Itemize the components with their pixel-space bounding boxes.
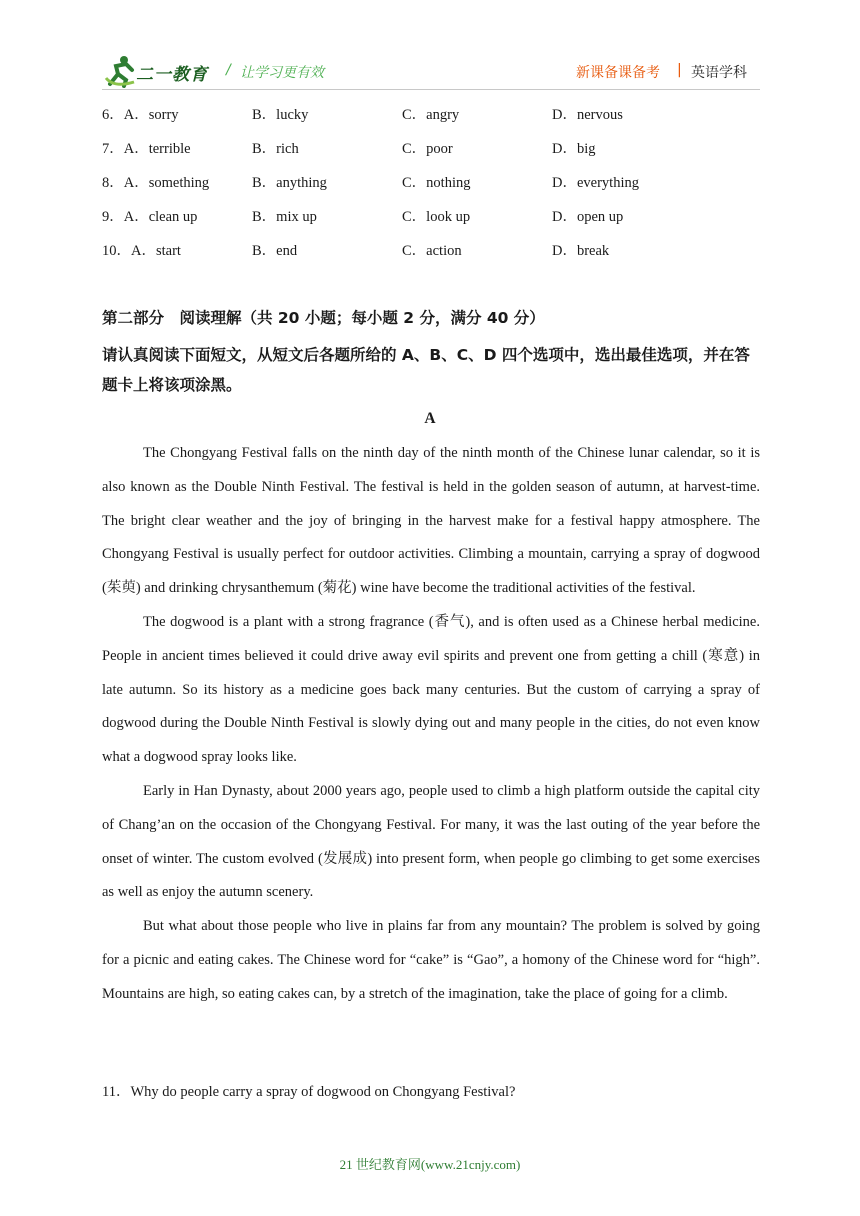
option-b: B．anything <box>252 175 327 191</box>
passage-paragraph: But what about those people who live in plains far from any mountain? The problem is solved by going for a picnic and eating cakes. The Chinese word for “cake” is “Gao”, a homony of the Chinese word for “high”. Mountains are high, so eating cakes can, by a stretch of the imagination, take the place of going for a climb. <box>102 918 760 1002</box>
header-subject: 英语学科 <box>691 65 747 81</box>
logo-text: 二一教育 <box>136 65 208 85</box>
passage-letter: A <box>424 410 436 427</box>
option-b: B．mix up <box>252 209 317 225</box>
option-d: D．big <box>552 141 596 157</box>
passage-paragraph: Early in Han Dynasty, about 2000 years ago, people used to climb a high platform outside the capital city of Chang’an on the occasion of the Chongyang Festival. For many, it was the last outing of the year before the onset of winter. The custom evolved (发展成) into present form, when people go climbing to get some exercises as well as enjoy the autumn scenery. <box>102 782 760 901</box>
section-title: 第二部分 阅读理解（共 20 小题；每小题 2 分，满分 40 分） <box>102 309 545 327</box>
answer-options <box>102 103 762 273</box>
option-row <box>102 239 762 273</box>
header-rule <box>102 89 760 90</box>
option-d: D．nervous <box>552 107 623 123</box>
option-row <box>102 171 762 205</box>
passage-paragraph: The Chongyang Festival falls on the ninth day of the ninth month of the Chinese lunar calendar, so it is also known as the Double Ninth Festival. The festival is held in the golden season of autumn, at harvest-time. The bright clear weather and the joy of bringing in the harvest make for a festival happy atmosphere. The Chongyang Festival is usually perfect for outdoor activities. Climbing a mountain, carrying a spray of dogwood (茱萸) and drinking chrysanthemum (菊花) wine have become the traditional activities of the festival. <box>102 445 760 597</box>
option-row <box>102 103 762 137</box>
question-11: 11．Why do people carry a spray of dogwood on Chongyang Festival? <box>102 1084 516 1100</box>
option-row <box>102 205 762 239</box>
page-header <box>0 0 860 100</box>
passage-paragraph: The dogwood is a plant with a strong fragrance (香气), and is often used as a Chinese herbal medicine. People in ancient times believed it could drive away evil spirits and prevent one from getting a chill (寒意) in late autumn. So its history as a medicine goes back many centuries. But the custom of carrying a spray of dogwood during the Double Ninth Festival is slowly dying out and many people in the cities, do not even know what a dogwood spray looks like. <box>102 613 760 766</box>
option-a: 10．A．start <box>102 243 181 259</box>
page-footer: 21 世纪教育网(www.21cnjy.com) <box>339 1157 521 1172</box>
option-b: B．end <box>252 243 298 259</box>
option-d: D．break <box>552 243 610 259</box>
logo <box>104 54 214 90</box>
section-instruction: 请认真阅读下面短文，从短文后各题所给的 A、B、C、D 四个选项中，选出最佳选项，并在答题卡上将该项涂黑。 <box>102 346 750 394</box>
option-d: D．everything <box>552 175 639 191</box>
slogan: 让学习更有效 <box>240 65 324 81</box>
option-a: 6．A．sorry <box>102 107 179 123</box>
header-divider: | <box>677 62 682 78</box>
option-c: C．look up <box>402 209 471 225</box>
option-a: 7．A．terrible <box>102 141 191 157</box>
option-c: C．angry <box>402 107 460 123</box>
option-c: C．action <box>402 243 462 259</box>
reading-passage <box>102 437 760 1012</box>
slogan-separator: / <box>226 62 231 78</box>
option-c: C．nothing <box>402 175 471 191</box>
option-c: C．poor <box>402 141 453 157</box>
option-b: B．lucky <box>252 107 309 123</box>
header-tagline: 新课备课备考 <box>576 65 660 81</box>
option-d: D．open up <box>552 209 624 225</box>
runner-logo-icon <box>104 54 138 88</box>
option-b: B．rich <box>252 141 299 157</box>
option-a: 8．A．something <box>102 175 210 191</box>
option-row <box>102 137 762 171</box>
option-a: 9．A．clean up <box>102 209 198 225</box>
